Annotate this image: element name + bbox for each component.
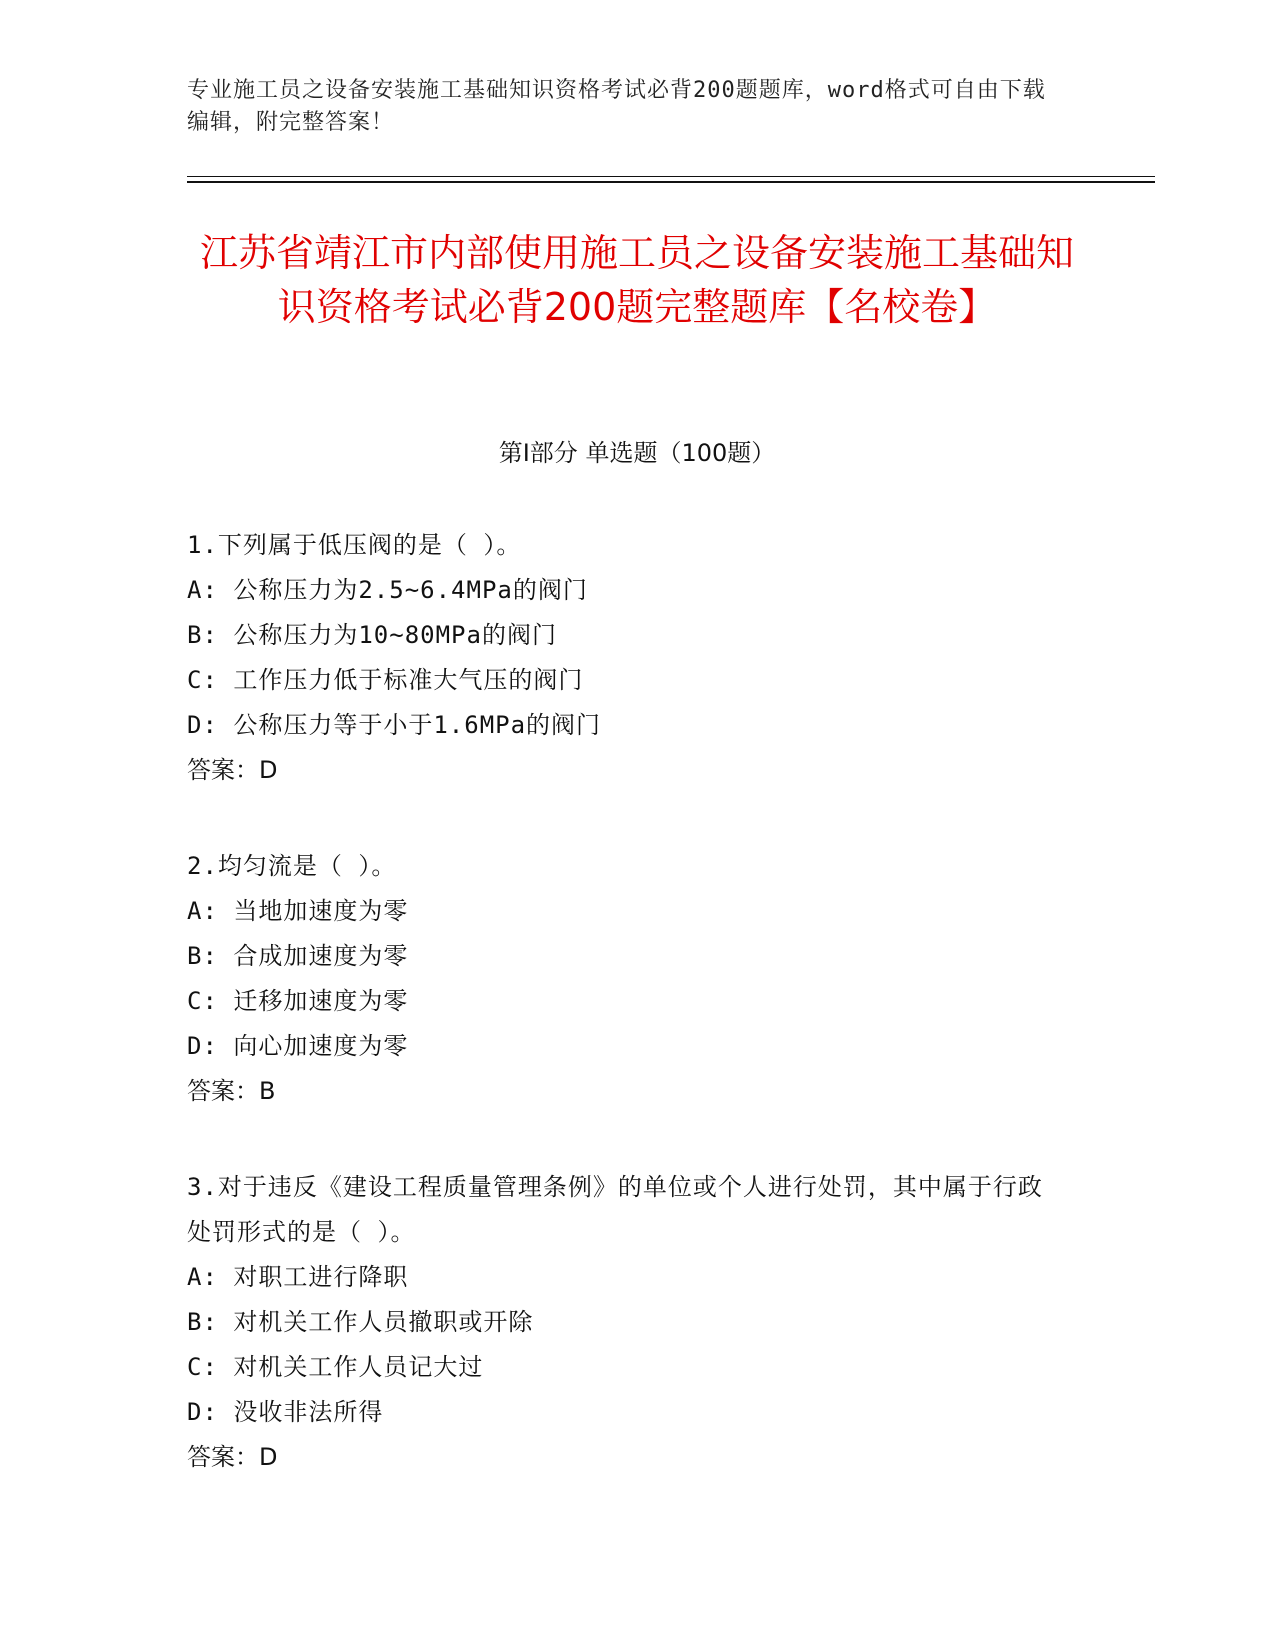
option-a: A: 对职工进行降职 (187, 1263, 409, 1291)
header-divider-thick (187, 181, 1155, 183)
question-stem: 2.均匀流是（ ）。 (187, 852, 397, 880)
question-3 (187, 1165, 1067, 1480)
option-a: A: 公称压力为2.5~6.4MPa的阀门 (187, 576, 588, 604)
option-c: C: 迁移加速度为零 (187, 987, 409, 1015)
answer: 答案：D (187, 756, 278, 784)
option-c: C: 工作压力低于标准大气压的阀门 (187, 666, 584, 694)
answer: 答案：D (187, 1443, 278, 1471)
document-title: 江苏省靖江市内部使用施工员之设备安装施工基础知识资格考试必背200题完整题库【名校卷】 (199, 231, 1074, 329)
option-d: D: 向心加速度为零 (187, 1032, 409, 1060)
question-stem: 1.下列属于低压阀的是（ ）。 (187, 531, 522, 559)
option-d: D: 公称压力等于小于1.6MPa的阀门 (187, 711, 602, 739)
option-c: C: 对机关工作人员记大过 (187, 1353, 484, 1381)
option-b: B: 合成加速度为零 (187, 942, 409, 970)
option-d: D: 没收非法所得 (187, 1398, 384, 1426)
section-title: 第I部分 单选题（100题） (498, 439, 776, 467)
question-stem: 3.对于违反《建设工程质量管理条例》的单位或个人进行处罚，其中属于行政处罚形式的是（ ）。 (187, 1173, 1043, 1246)
question-2 (187, 844, 1067, 1114)
header-divider-thin (187, 176, 1155, 177)
answer: 答案：B (187, 1077, 276, 1105)
header-note: 专业施工员之设备安装施工基础知识资格考试必背200题题库，word格式可自由下载编辑，附完整答案！ (187, 78, 1046, 135)
option-b: B: 公称压力为10~80MPa的阀门 (187, 621, 557, 649)
option-a: A: 当地加速度为零 (187, 897, 409, 925)
option-b: B: 对机关工作人员撤职或开除 (187, 1308, 534, 1336)
question-1 (187, 523, 1067, 793)
